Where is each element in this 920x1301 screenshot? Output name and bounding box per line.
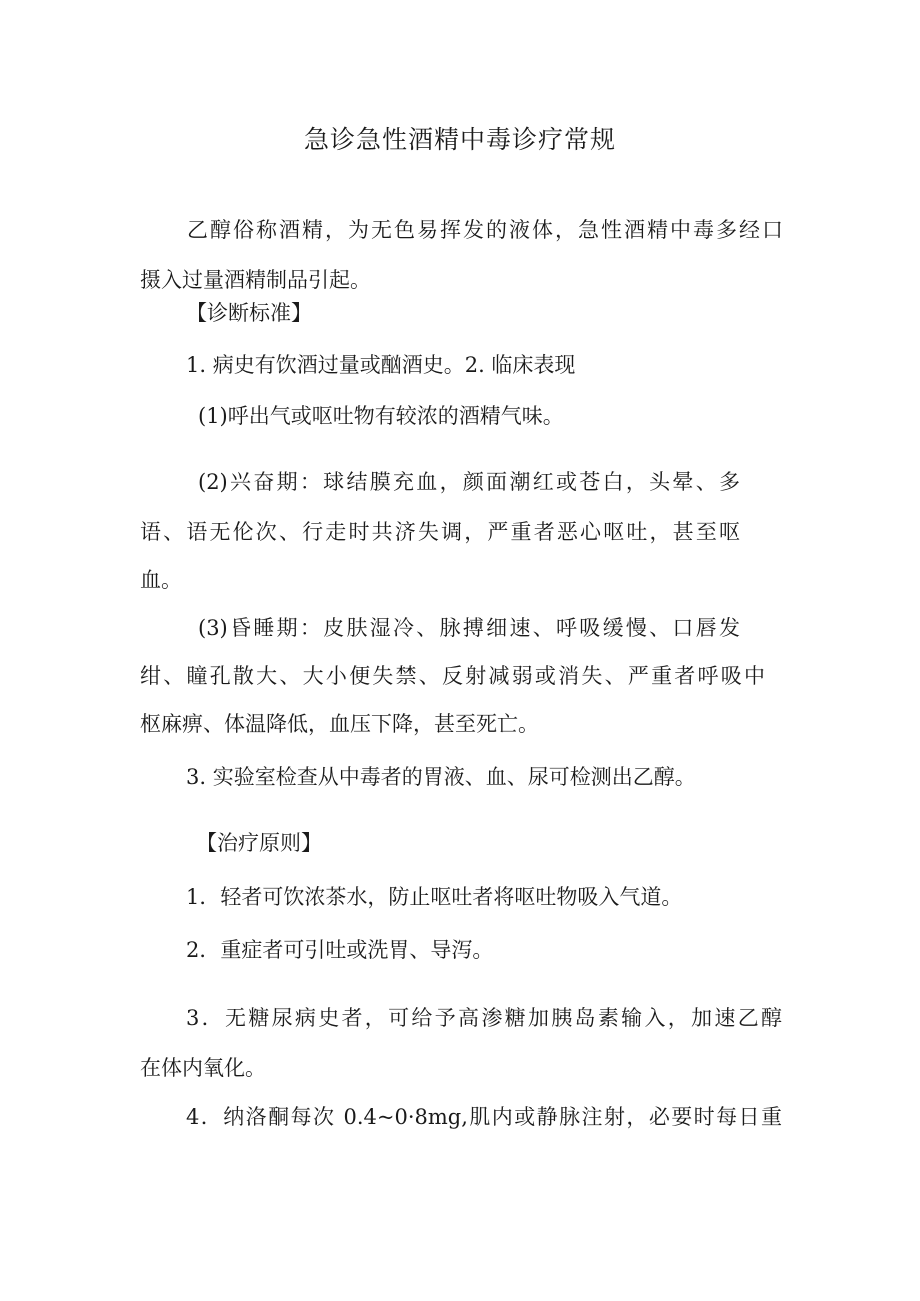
treatment-item-2: 2．重症者可引吐或洗胃、导泻。	[186, 938, 494, 962]
diagnosis-sub-2-line-1: (2)兴奋期：球结膜充血，颜面潮红或苍白，头晕、多	[198, 470, 740, 494]
diagnosis-item-1: 1. 病史有饮酒过量或酗酒史。2. 临床表现	[186, 353, 576, 377]
treatment-item-4: 4．纳洛酮每次 0.4~0·8mg,肌内或静脉注射，必要时每日重	[186, 1105, 782, 1129]
treatment-heading: 【治疗原则】	[196, 831, 322, 855]
document-title: 急诊急性酒精中毒诊疗常规	[303, 125, 616, 154]
diagnosis-heading: 【诊断标准】	[186, 301, 312, 325]
diagnosis-sub-2-line-3: 血。	[140, 568, 182, 592]
diagnosis-sub-1: (1)呼出气或呕吐物有较浓的酒精气味。	[198, 404, 564, 428]
intro-line-1: 乙醇俗称酒精，为无色易挥发的液体，急性酒精中毒多经口	[187, 218, 783, 242]
treatment-item-1: 1．轻者可饮浓茶水，防止呕吐者将呕吐物吸入气道。	[186, 885, 683, 909]
diagnosis-sub-3-line-3: 枢麻痹、体温降低，血压下降，甚至死亡。	[140, 712, 539, 736]
treatment-item-3-line-1: 3．无糖尿病史者，可给予高渗糖加胰岛素输入，加速乙醇	[186, 1006, 782, 1030]
treatment-item-3-line-2: 在体内氧化。	[140, 1056, 266, 1080]
diagnosis-sub-3-line-1: (3)昏睡期：皮肤湿冷、脉搏细速、呼吸缓慢、口唇发	[198, 616, 740, 640]
diagnosis-item-3: 3. 实验室检查从中毒者的胃液、血、尿可检测出乙醇。	[186, 765, 696, 789]
diagnosis-sub-2-line-2: 语、语无伦次、行走时共济失调，严重者恶心呕吐，甚至呕	[140, 520, 740, 544]
intro-line-2: 摄入过量酒精制品引起。	[140, 268, 371, 292]
diagnosis-sub-3-line-2: 绀、瞳孔散大、大小便失禁、反射减弱或消失、严重者呼吸中	[140, 664, 765, 688]
